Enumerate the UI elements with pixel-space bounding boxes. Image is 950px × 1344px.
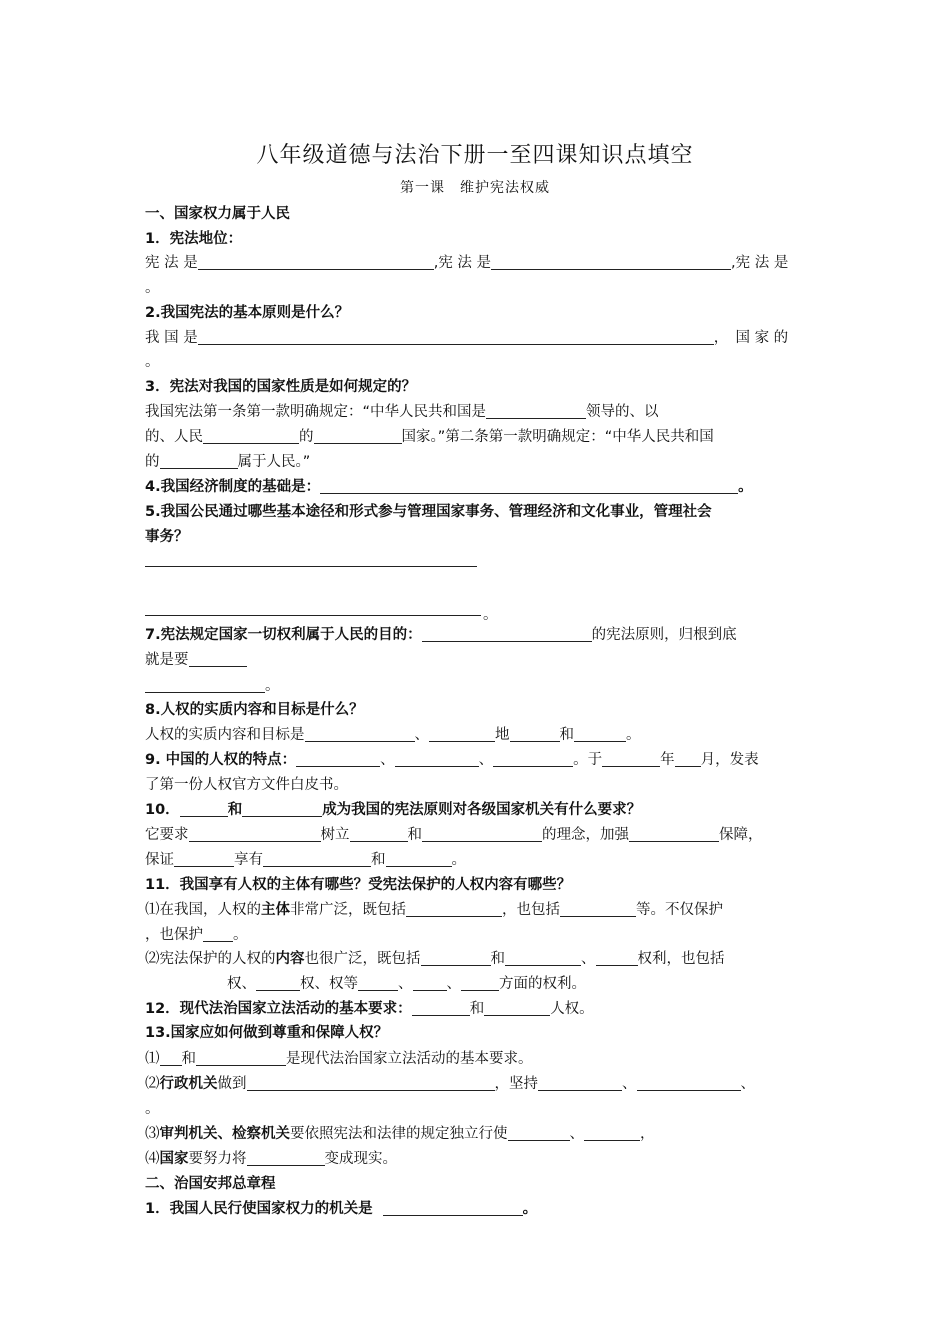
blank: [602, 750, 660, 767]
blank: [584, 1124, 640, 1141]
blank: [203, 427, 299, 444]
blank: [406, 900, 502, 917]
blank: [314, 427, 402, 444]
q9-line2: 了第一份人权官方文件白皮书。: [145, 777, 348, 793]
blank: [160, 1049, 182, 1066]
q5-label-line1: 5.我国公民通过哪些基本途径和形式参与管理国家事务、管理经济和文化事业，管理社会: [145, 504, 712, 520]
blank: [320, 477, 738, 494]
q7-line2: 就是要: [145, 648, 807, 672]
q8-label: 8.人权的实质内容和目标是什么？: [145, 702, 364, 718]
q1-end: 。: [145, 280, 160, 296]
blank: [145, 676, 265, 693]
blank: [574, 725, 626, 742]
blank: [596, 949, 638, 966]
blank: [560, 900, 636, 917]
blank: [263, 850, 371, 867]
blank: [395, 750, 479, 767]
blank: [422, 825, 542, 842]
q13-item2: ⑵行政机关做到 ，坚持 、 、: [145, 1076, 755, 1092]
q3-line3: 的 属于人民。”: [145, 454, 311, 470]
blank: [637, 1074, 741, 1091]
q7-line3: 。: [145, 674, 807, 698]
blank: [429, 725, 495, 742]
blank: [198, 328, 714, 345]
blank: [189, 825, 321, 842]
blank: [629, 825, 719, 842]
blank: [538, 1074, 622, 1091]
blank: [461, 974, 499, 991]
blank: [358, 974, 398, 991]
answer-line: [145, 565, 477, 567]
blank: [412, 999, 470, 1016]
blank: [256, 974, 300, 991]
blank: [508, 1124, 570, 1141]
blank: [203, 925, 233, 942]
blank: [675, 750, 701, 767]
q1-label: 1．宪法地位：: [145, 231, 243, 247]
q4-line: 4.我国经济制度的基础是： 。: [145, 479, 753, 495]
blank: [421, 949, 491, 966]
lesson-subtitle: 第一课 维护宪法权威: [400, 180, 550, 196]
q8-line: 人权的实质内容和目标是 、 地 和 。: [145, 727, 641, 743]
q11-para2-line1: ⑵宪法保护的人权的内容也很广泛，既包括 和 、 权利，也包括: [145, 951, 725, 967]
q9-line1: 9. 中国的人权的特点： 、 、 。于 年 月，发表: [145, 752, 759, 768]
q12-line: 12．现代法治国家立法活动的基本要求： 和 人权。: [145, 1001, 594, 1017]
q2-line: 我 国 是 ， 国 家 的: [145, 330, 789, 346]
blank: [296, 750, 380, 767]
blank: [413, 974, 447, 991]
q3-line1: 我国宪法第一条第一款明确规定：“中华人民共和国是 领导的、以: [145, 404, 659, 420]
blank: [386, 850, 452, 867]
blank: [486, 402, 586, 419]
q2-label: 2.我国宪法的基本原则是什么？: [145, 305, 350, 321]
q11-label: 11．我国享有人权的主体有哪些？受宪法保护的人权内容有哪些？: [145, 877, 572, 893]
blank: [505, 949, 581, 966]
q5-end: 。: [483, 607, 498, 623]
q11-para1-line2: ，也保护 。: [145, 927, 248, 943]
blank: [180, 800, 228, 817]
q13-item1: ⑴ 和 是现代法治国家立法活动的基本要求。: [145, 1051, 533, 1067]
q13-item4: ⑷国家要努力将 变成现实。: [145, 1151, 397, 1167]
q3-label: 3．宪法对我国的国家性质是如何规定的？: [145, 379, 417, 395]
blank: [196, 1049, 286, 1066]
q11-para2-line2: 权、 权、权等 、 、 方面的权利。: [145, 972, 807, 996]
blank: [383, 1199, 523, 1216]
q3-line2: 的、人民 的 国家。”第二条第一款明确规定：“中华人民共和国: [145, 429, 714, 445]
blank: [174, 850, 234, 867]
blank: [247, 1074, 495, 1091]
q13-item2-end: 。: [145, 1101, 160, 1117]
blank: [491, 253, 731, 270]
blank: [484, 999, 550, 1016]
q11-para1-line1: ⑴在我国，人权的主体非常广泛，既包括 ，也包括 等。不仅保护: [145, 902, 723, 918]
blank: [198, 253, 434, 270]
section-heading-1: 一、国家权力属于人民: [145, 206, 290, 222]
blank: [247, 1149, 325, 1166]
q10-line3: 保证 享有 和 。: [145, 852, 466, 868]
q13-label: 13.国家应如何做到尊重和保障人权？: [145, 1025, 389, 1041]
q10-line2: 它要求 树立 和 的理念，加强 保障，: [145, 827, 763, 843]
q7-line1: 7.宪法规定国家一切权利属于人民的目的： 的宪法原则，归根到底: [145, 627, 737, 643]
section-heading-2: 二、治国安邦总章程: [145, 1176, 276, 1192]
blank: [493, 750, 573, 767]
blank: [160, 452, 238, 469]
document-title: 八年级道德与法治下册一至四课知识点填空: [256, 143, 694, 168]
q1-line: 宪 法 是 ,宪 法 是 ,宪 法 是: [145, 255, 789, 271]
blank: [305, 725, 415, 742]
q10-label: 10． 和 成为我国的宪法原则对各级国家机关有什么要求？: [145, 802, 642, 818]
blank: [350, 825, 408, 842]
answer-line: [145, 614, 481, 616]
blank: [510, 725, 560, 742]
blank: [242, 800, 322, 817]
blank: [145, 974, 227, 991]
q14-line: 1．我国人民行使国家权力的机关是 。: [145, 1201, 538, 1217]
q2-end: 。: [145, 354, 160, 370]
blank: [189, 650, 247, 667]
blank: [422, 625, 592, 642]
q13-item3: ⑶审判机关、检察机关要依照宪法和法律的规定独立行使 、 ，: [145, 1126, 655, 1142]
q5-label-line2: 事务？: [145, 529, 189, 545]
